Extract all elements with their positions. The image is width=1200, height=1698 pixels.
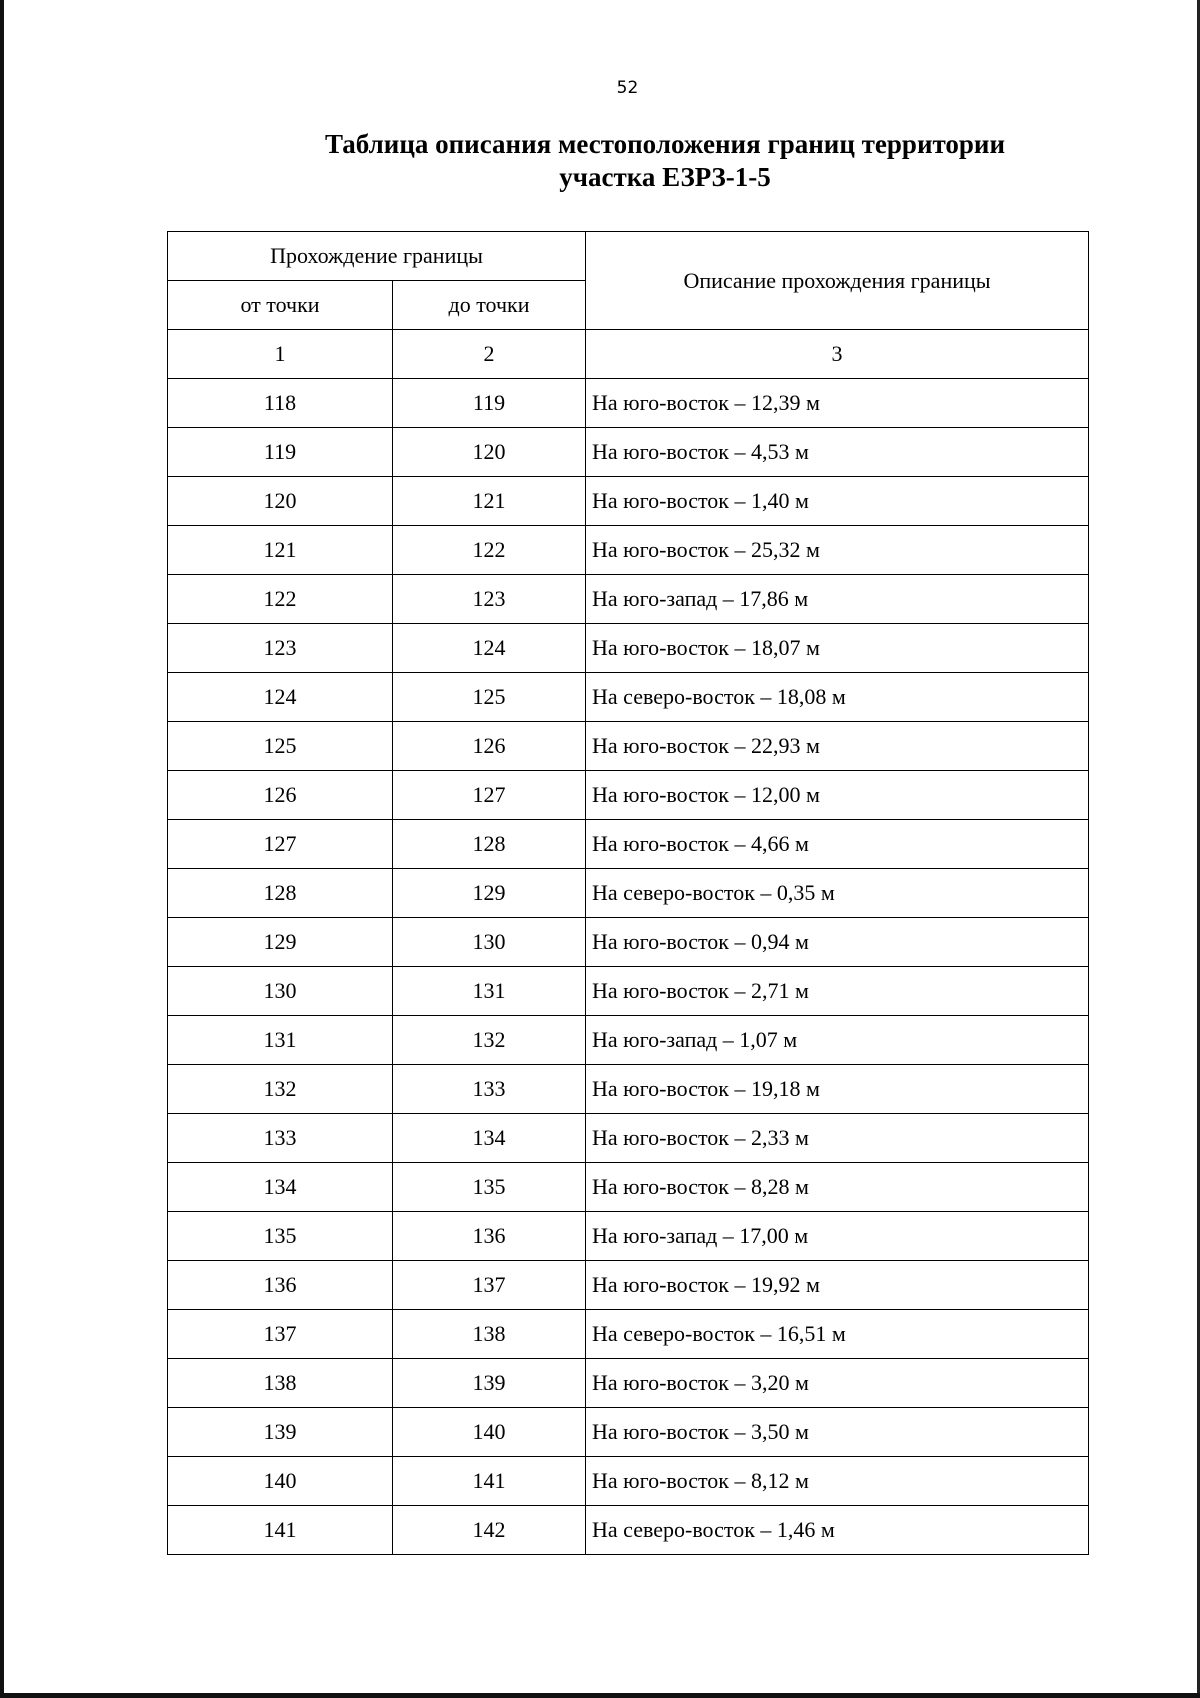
cell-to-point: 136 <box>393 1212 586 1261</box>
table-row <box>168 1310 1089 1359</box>
cell-description: На юго-восток – 2,71 м <box>586 967 1089 1016</box>
cell-description: На юго-восток – 2,33 м <box>586 1114 1089 1163</box>
cell-to-point: 130 <box>393 918 586 967</box>
cell-from-point: 123 <box>168 624 393 673</box>
cell-from-point: 132 <box>168 1065 393 1114</box>
table-row <box>168 1163 1089 1212</box>
cell-to-point: 139 <box>393 1359 586 1408</box>
header-to-point: до точки <box>393 281 586 330</box>
cell-description: На юго-восток – 18,07 м <box>586 624 1089 673</box>
table-row <box>168 1212 1089 1261</box>
cell-to-point: 131 <box>393 967 586 1016</box>
cell-from-point: 119 <box>168 428 393 477</box>
cell-from-point: 131 <box>168 1016 393 1065</box>
cell-to-point: 121 <box>393 477 586 526</box>
table-row <box>168 1261 1089 1310</box>
cell-description: На юго-восток – 4,66 м <box>586 820 1089 869</box>
cell-description: На юго-запад – 1,07 м <box>586 1016 1089 1065</box>
cell-to-point: 127 <box>393 771 586 820</box>
title-line-1: Таблица описания местоположения границ территории <box>324 129 1006 159</box>
table-row <box>168 428 1089 477</box>
cell-to-point: 134 <box>393 1114 586 1163</box>
column-number-3: 3 <box>586 330 1089 379</box>
table-row <box>168 869 1089 918</box>
cell-to-point: 124 <box>393 624 586 673</box>
cell-from-point: 134 <box>168 1163 393 1212</box>
boundary-table <box>167 231 1089 1555</box>
cell-description: На юго-восток – 1,40 м <box>586 477 1089 526</box>
table-row <box>168 1016 1089 1065</box>
cell-from-point: 127 <box>168 820 393 869</box>
cell-from-point: 139 <box>168 1408 393 1457</box>
cell-description: На юго-восток – 8,12 м <box>586 1457 1089 1506</box>
table-row <box>168 575 1089 624</box>
cell-description: На северо-восток – 0,35 м <box>586 869 1089 918</box>
cell-from-point: 141 <box>168 1506 393 1555</box>
cell-from-point: 137 <box>168 1310 393 1359</box>
cell-description: На северо-восток – 1,46 м <box>586 1506 1089 1555</box>
table-row <box>168 1359 1089 1408</box>
table-row <box>168 771 1089 820</box>
cell-description: На юго-восток – 4,53 м <box>586 428 1089 477</box>
cell-from-point: 136 <box>168 1261 393 1310</box>
table-body <box>168 379 1089 1555</box>
cell-to-point: 142 <box>393 1506 586 1555</box>
header-boundary-passage: Прохождение границы <box>168 232 586 281</box>
cell-from-point: 140 <box>168 1457 393 1506</box>
cell-description: На северо-восток – 16,51 м <box>586 1310 1089 1359</box>
cell-from-point: 138 <box>168 1359 393 1408</box>
cell-description: На юго-запад – 17,00 м <box>586 1212 1089 1261</box>
table-row <box>168 1065 1089 1114</box>
cell-to-point: 138 <box>393 1310 586 1359</box>
cell-description: На юго-восток – 25,32 м <box>586 526 1089 575</box>
table-row <box>168 1114 1089 1163</box>
cell-from-point: 120 <box>168 477 393 526</box>
document-title <box>300 128 1030 194</box>
cell-to-point: 119 <box>393 379 586 428</box>
cell-to-point: 132 <box>393 1016 586 1065</box>
cell-to-point: 129 <box>393 869 586 918</box>
cell-to-point: 135 <box>393 1163 586 1212</box>
cell-to-point: 128 <box>393 820 586 869</box>
cell-to-point: 137 <box>393 1261 586 1310</box>
table-row <box>168 1457 1089 1506</box>
table-row <box>168 526 1089 575</box>
cell-description: На юго-восток – 3,50 м <box>586 1408 1089 1457</box>
scan-edge-left <box>0 0 4 1698</box>
table-row <box>168 1506 1089 1555</box>
table-row <box>168 1408 1089 1457</box>
cell-to-point: 120 <box>393 428 586 477</box>
cell-from-point: 124 <box>168 673 393 722</box>
table-row <box>168 673 1089 722</box>
cell-to-point: 123 <box>393 575 586 624</box>
scan-edge-bottom <box>0 1693 1200 1698</box>
cell-to-point: 141 <box>393 1457 586 1506</box>
cell-description: На юго-восток – 3,20 м <box>586 1359 1089 1408</box>
cell-from-point: 130 <box>168 967 393 1016</box>
cell-from-point: 125 <box>168 722 393 771</box>
cell-to-point: 122 <box>393 526 586 575</box>
cell-from-point: 129 <box>168 918 393 967</box>
cell-description: На юго-восток – 12,00 м <box>586 771 1089 820</box>
cell-from-point: 126 <box>168 771 393 820</box>
cell-description: На юго-восток – 12,39 м <box>586 379 1089 428</box>
cell-from-point: 118 <box>168 379 393 428</box>
header-description: Описание прохождения границы <box>586 232 1089 330</box>
table-row <box>168 967 1089 1016</box>
table-row <box>168 722 1089 771</box>
cell-description: На юго-восток – 19,92 м <box>586 1261 1089 1310</box>
cell-to-point: 140 <box>393 1408 586 1457</box>
table-row <box>168 477 1089 526</box>
table-row <box>168 379 1089 428</box>
table-row <box>168 820 1089 869</box>
cell-from-point: 121 <box>168 526 393 575</box>
cell-to-point: 125 <box>393 673 586 722</box>
page-number: 52 <box>616 78 639 98</box>
table-row <box>168 624 1089 673</box>
header-from-point: от точки <box>168 281 393 330</box>
cell-from-point: 133 <box>168 1114 393 1163</box>
cell-to-point: 133 <box>393 1065 586 1114</box>
cell-from-point: 135 <box>168 1212 393 1261</box>
cell-description: На юго-восток – 22,93 м <box>586 722 1089 771</box>
table-row <box>168 918 1089 967</box>
cell-description: На юго-восток – 8,28 м <box>586 1163 1089 1212</box>
cell-from-point: 128 <box>168 869 393 918</box>
cell-description: На юго-восток – 0,94 м <box>586 918 1089 967</box>
column-number-1: 1 <box>168 330 393 379</box>
cell-description: На северо-восток – 18,08 м <box>586 673 1089 722</box>
column-number-2: 2 <box>393 330 586 379</box>
cell-description: На юго-запад – 17,86 м <box>586 575 1089 624</box>
cell-description: На юго-восток – 19,18 м <box>586 1065 1089 1114</box>
cell-from-point: 122 <box>168 575 393 624</box>
title-line-2: участка ЕЗРЗ-1-5 <box>559 162 771 192</box>
cell-to-point: 126 <box>393 722 586 771</box>
